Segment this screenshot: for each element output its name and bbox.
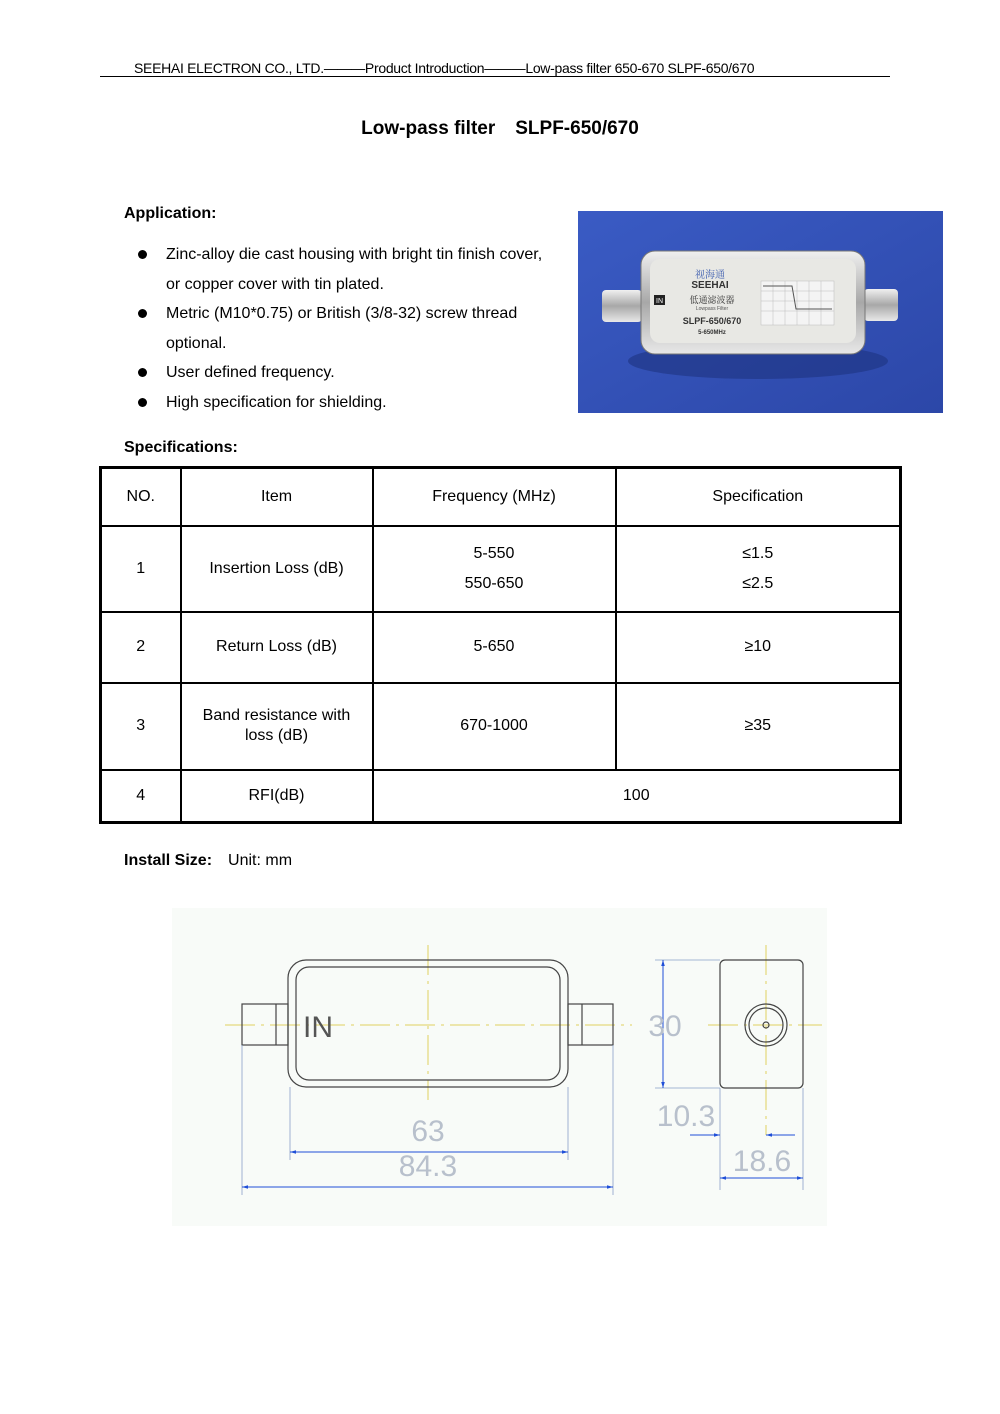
cell-value: 100 <box>373 770 901 823</box>
install-unit: Unit: mm <box>228 852 293 869</box>
list-item: Zinc-alloy die cast housing with bright tin finish cover, or copper cover with tin plated. <box>138 240 558 299</box>
cell-item: Insertion Loss (dB) <box>181 526 373 612</box>
cell-spec: ≥10 <box>616 612 901 683</box>
list-item: User defined frequency. <box>138 358 558 388</box>
photo-range: 5-650MHz <box>698 330 726 336</box>
cell-no: 4 <box>101 770 181 823</box>
specifications-heading: Specifications: <box>124 439 238 456</box>
cell-no: 1 <box>101 526 181 612</box>
cell-item: RFI(dB) <box>181 770 373 823</box>
cell-item: Return Loss (dB) <box>181 612 373 683</box>
spec-value: ≤2.5 <box>742 574 774 592</box>
cell-no: 3 <box>101 683 181 770</box>
dim-text-total: 84.3 <box>398 1150 458 1183</box>
dim-text-depth: 18.6 <box>732 1145 792 1178</box>
dim-text-offset: 10.3 <box>656 1100 716 1133</box>
photo-type-cn: 低通滤波器 <box>689 295 735 305</box>
list-item: High specification for shielding. <box>138 388 558 418</box>
cell-frequency: 670-1000 <box>373 683 616 770</box>
dim-text-height: 30 <box>648 1010 682 1043</box>
cell-no: 2 <box>101 612 181 683</box>
photo-in-label: IN <box>656 298 663 305</box>
frequency-value: 5-550 <box>473 544 515 562</box>
in-label: IN <box>303 1011 333 1044</box>
spec-value: ≤1.5 <box>742 544 774 562</box>
photo-type: Lowpass Filter <box>695 306 729 312</box>
column-header: Specification <box>616 468 901 526</box>
photo-model: SLPF-650/670 <box>682 316 742 326</box>
column-header: NO. <box>101 468 181 526</box>
running-header: SEEHAI ELECTRON CO., LTD.———Product Introduction———Low-pass filter 650-670 SLPF-650/670 <box>100 60 890 77</box>
application-heading: Application: <box>124 205 217 222</box>
column-header: Frequency (MHz) <box>373 468 616 526</box>
cell-spec: ≥35 <box>616 683 901 770</box>
install-heading: Install Size: <box>124 852 213 869</box>
cell-frequency: 5-650 <box>373 612 616 683</box>
list-item: Metric (M10*0.75) or British (3/8-32) screw thread optional. <box>138 299 558 358</box>
title-name: Low-pass filter <box>361 118 496 139</box>
photo-brand: SEEHAI <box>691 280 729 291</box>
photo-brand-cn: 视海通 <box>695 270 725 281</box>
title-model: SLPF-650/670 <box>515 118 639 139</box>
frequency-value: 550-650 <box>464 574 524 592</box>
item-text: Band resistance with loss (dB) <box>202 707 351 744</box>
column-header: Item <box>181 468 373 526</box>
dim-text-body: 63 <box>411 1115 445 1148</box>
